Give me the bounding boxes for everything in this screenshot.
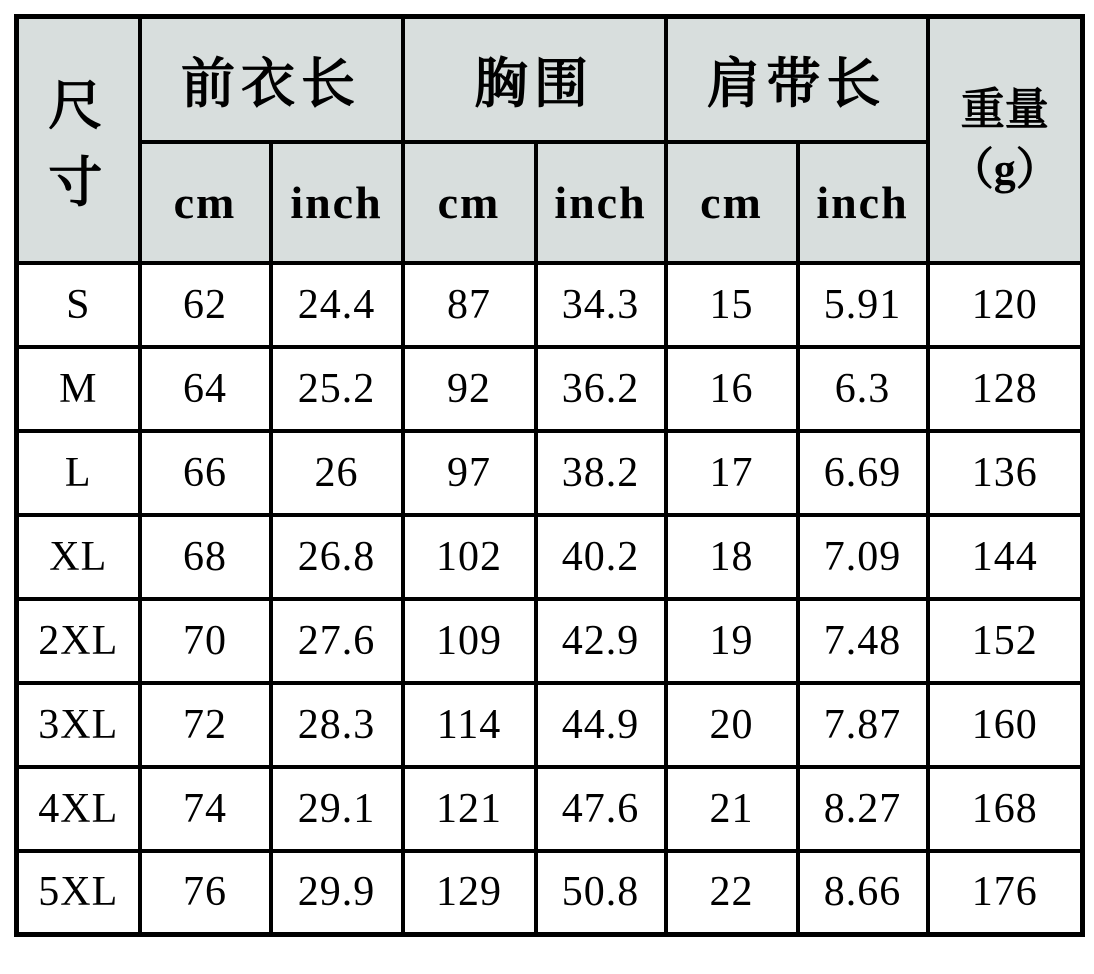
table-row-l <box>17 431 1083 515</box>
value-cell: 47.6 <box>536 767 666 851</box>
value-cell: 34.3 <box>536 263 666 347</box>
value-cell: 128 <box>928 347 1083 431</box>
value-cell: 26 <box>271 431 403 515</box>
header-chest: 胸围 <box>403 17 666 142</box>
header-front-inch: inch <box>271 142 403 263</box>
value-cell: 66 <box>140 431 271 515</box>
header-size: 尺寸 <box>17 17 140 263</box>
table-row-4xl <box>17 767 1083 851</box>
value-cell: 6.69 <box>798 431 928 515</box>
value-cell: 15 <box>666 263 798 347</box>
value-cell: 87 <box>403 263 536 347</box>
value-cell: 152 <box>928 599 1083 683</box>
size-cell: XL <box>17 515 140 599</box>
value-cell: 25.2 <box>271 347 403 431</box>
value-cell: 20 <box>666 683 798 767</box>
value-cell: 97 <box>403 431 536 515</box>
value-cell: 129 <box>403 851 536 935</box>
value-cell: 76 <box>140 851 271 935</box>
header-chest-inch: inch <box>536 142 666 263</box>
header-weight-unit: （g） <box>949 144 1060 194</box>
value-cell: 18 <box>666 515 798 599</box>
value-cell: 62 <box>140 263 271 347</box>
value-cell: 17 <box>666 431 798 515</box>
size-cell: S <box>17 263 140 347</box>
header-weight <box>928 17 1083 263</box>
size-cell: 3XL <box>17 683 140 767</box>
value-cell: 40.2 <box>536 515 666 599</box>
value-cell: 160 <box>928 683 1083 767</box>
table-row-3xl <box>17 683 1083 767</box>
header-front-cm: cm <box>140 142 271 263</box>
header-row-groups <box>17 17 1083 142</box>
value-cell: 176 <box>928 851 1083 935</box>
header-strap-inch: inch <box>798 142 928 263</box>
value-cell: 68 <box>140 515 271 599</box>
value-cell: 28.3 <box>271 683 403 767</box>
size-cell: 2XL <box>17 599 140 683</box>
size-chart-table <box>14 14 1085 937</box>
value-cell: 7.87 <box>798 683 928 767</box>
value-cell: 42.9 <box>536 599 666 683</box>
header-row-units <box>17 142 1083 263</box>
value-cell: 8.66 <box>798 851 928 935</box>
table-row-s <box>17 263 1083 347</box>
size-cell: 4XL <box>17 767 140 851</box>
value-cell: 38.2 <box>536 431 666 515</box>
value-cell: 114 <box>403 683 536 767</box>
value-cell: 121 <box>403 767 536 851</box>
value-cell: 16 <box>666 347 798 431</box>
value-cell: 5.91 <box>798 263 928 347</box>
value-cell: 70 <box>140 599 271 683</box>
value-cell: 50.8 <box>536 851 666 935</box>
value-cell: 7.09 <box>798 515 928 599</box>
value-cell: 29.1 <box>271 767 403 851</box>
value-cell: 102 <box>403 515 536 599</box>
value-cell: 21 <box>666 767 798 851</box>
value-cell: 109 <box>403 599 536 683</box>
value-cell: 168 <box>928 767 1083 851</box>
value-cell: 22 <box>666 851 798 935</box>
value-cell: 19 <box>666 599 798 683</box>
value-cell: 8.27 <box>798 767 928 851</box>
header-front-length: 前衣长 <box>140 17 403 142</box>
size-cell: L <box>17 431 140 515</box>
size-cell: 5XL <box>17 851 140 935</box>
value-cell: 6.3 <box>798 347 928 431</box>
value-cell: 29.9 <box>271 851 403 935</box>
header-strap-cm: cm <box>666 142 798 263</box>
value-cell: 64 <box>140 347 271 431</box>
table-row-xl <box>17 515 1083 599</box>
value-cell: 144 <box>928 515 1083 599</box>
table-row-2xl <box>17 599 1083 683</box>
value-cell: 36.2 <box>536 347 666 431</box>
header-weight-label: 重量 <box>960 85 1049 135</box>
value-cell: 44.9 <box>536 683 666 767</box>
table-row-m <box>17 347 1083 431</box>
value-cell: 26.8 <box>271 515 403 599</box>
value-cell: 27.6 <box>271 599 403 683</box>
size-cell: M <box>17 347 140 431</box>
header-strap-length: 肩带长 <box>666 17 928 142</box>
value-cell: 120 <box>928 263 1083 347</box>
value-cell: 74 <box>140 767 271 851</box>
table-row-5xl <box>17 851 1083 935</box>
header-chest-cm: cm <box>403 142 536 263</box>
value-cell: 136 <box>928 431 1083 515</box>
value-cell: 72 <box>140 683 271 767</box>
value-cell: 92 <box>403 347 536 431</box>
value-cell: 24.4 <box>271 263 403 347</box>
value-cell: 7.48 <box>798 599 928 683</box>
